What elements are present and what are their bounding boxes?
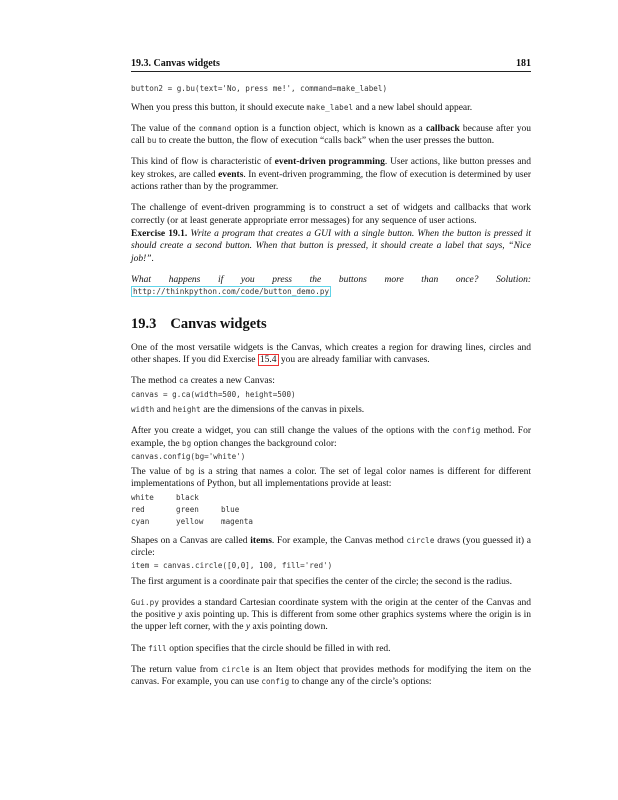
paragraph-items: Shapes on a Canvas are called items. For example, the Canvas method circle draws (you guessed it) a circle: <box>131 535 532 558</box>
book-page <box>131 58 531 689</box>
color-name: red <box>131 505 145 515</box>
paragraph-colors: The value of bg is a string that names a color. The set of legal color names is different for different implementations of Python, but all implementations provide at least: <box>131 467 531 490</box>
color-name: cyan <box>131 517 150 527</box>
color-row <box>131 492 531 504</box>
section-heading: 19.3 Canvas widgets <box>131 316 267 333</box>
color-name: blue <box>221 505 240 515</box>
paragraph-callback: The value of the command option is a function object, which is known as a callback because after you call bu to create the button, the flow of execution “calls back” when the user presses the button. <box>131 123 531 147</box>
paragraph-return-value: The return value from circle is an Item object that provides methods for modifying the item on the canvas. For example, you can use config to change any of the circle’s options: <box>131 664 531 688</box>
paragraph-event-driven: This kind of flow is characteristic of event-driven programming. User actions, like button presses and key strokes, are called events. In event-driven programming, the flow of execution is determined by user actions rather than by the programmer. <box>131 157 532 193</box>
color-row <box>131 504 531 516</box>
exercise-ref-link[interactable]: 15.4 <box>259 355 277 366</box>
paragraph-coordinates: Gui.py provides a standard Cartesian coordinate system with the origin at the center of the Canvas and the positive y axis pointing up. This is different from some other graphics systems where the origin is in the upper left corner, with the y axis pointing down. <box>131 597 531 633</box>
color-name: green <box>176 505 199 515</box>
exercise-solution: What happens if you press the buttons more than once? Solution: http://thinkpython.com/code/button_demo.py <box>131 274 531 297</box>
paragraph-fill: The fill option specifies that the circle should be filled in with red. <box>131 643 391 654</box>
running-header <box>131 58 531 72</box>
code-config: canvas.config(bg='white') <box>131 451 246 461</box>
color-names-table <box>131 492 531 529</box>
solution-link[interactable]: http://thinkpython.com/code/button_demo.py <box>133 287 330 297</box>
color-name: black <box>176 492 199 502</box>
color-name: yellow <box>176 517 204 527</box>
paragraph-config: After you create a widget, you can still change the values of the options with the config method. For example, the bg option changes the background color: <box>131 426 531 449</box>
paragraph-challenge: The challenge of event-driven programming is to construct a set of widgets and callbacks that work correctly (or at least generate appropriate error messages) for any sequence of user actions. <box>131 203 531 226</box>
code-canvas: canvas = g.ca(width=500, height=500) <box>131 389 296 399</box>
running-header-section: 19.3. Canvas widgets <box>131 58 220 69</box>
paragraph-execute: When you press this button, it should execute make_label and a new label should appear. <box>131 102 473 113</box>
color-name <box>221 492 266 504</box>
code-button2: button2 = g.bu(text='No, press me!', command=make_label) <box>131 84 388 94</box>
page-number: 181 <box>516 58 531 69</box>
color-name: white <box>131 492 154 502</box>
exercise-19-1: Exercise 19.1. Write a program that creates a GUI with a single button. When the button is pressed it should create a second button. When that button is pressed, it should create a label that says, “Nice job!”. <box>131 228 531 264</box>
paragraph-method-ca: The method ca creates a new Canvas: <box>131 376 275 387</box>
code-circle: item = canvas.circle([0,0], 100, fill='red') <box>131 561 333 571</box>
paragraph-dimensions: width and height are the dimensions of the canvas in pixels. <box>131 404 365 415</box>
color-name: magenta <box>221 517 254 527</box>
paragraph-first-argument: The first argument is a coordinate pair that specifies the center of the circle; the second is the radius. <box>131 576 513 587</box>
paragraph-canvas-intro: One of the most versatile widgets is the Canvas, which creates a region for drawing lines, circles and other shapes. If you did Exercise 15.4 you are already familiar with canvases. <box>131 342 531 366</box>
color-row <box>131 516 531 528</box>
